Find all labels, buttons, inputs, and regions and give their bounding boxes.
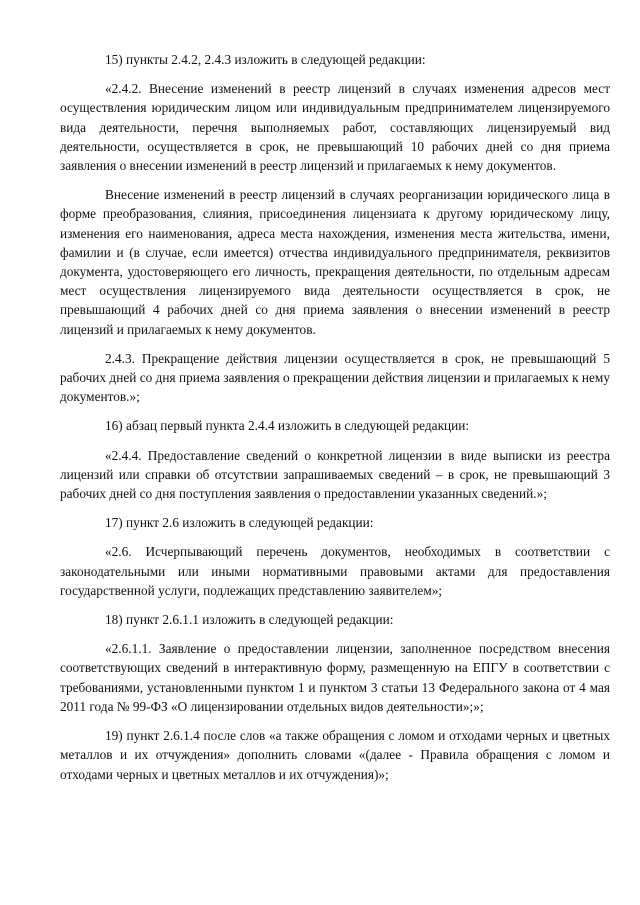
amendment-item-18: 18) пункт 2.6.1.1 изложить в следующей редакции: bbox=[105, 612, 394, 628]
clause-2-4-3: 2.4.3. Прекращение действия лицензии осуществляется в срок, не превышающий 5 рабочих дней со дня приема заявления о прекращении действия лицензии и прилагаемых к нему документов.»; bbox=[60, 350, 610, 405]
amendment-item-19: 19) пункт 2.6.1.4 после слов «а также обращения с ломом и отходами черных и цветных металлов и их отчуждения» дополнить словами «(далее - Правила обращения с ломом и отходами черных и цветных металлов и их отчуждения)»; bbox=[60, 728, 610, 782]
clause-2-6: «2.6. Исчерпывающий перечень документов, необходимых в соответствии с законодательными или иными нормативными правовыми актами для предоставления государственной услуги, подлежащих представлению заявителем»; bbox=[60, 544, 610, 598]
clause-2-4-2: «2.4.2. Внесение изменений в реестр лицензий в случаях изменения адресов мест осуществления юридическим лицом или индивидуальным предпринимателем лицензируемого вида деятельности, перечня выполняемых работ, составляющих лицензируемый вид деятельности, осуществляется в срок, не превышающий 10 рабочих дней со дня приема заявления о внесении изменений в реестр лицензий и прилагаемых к нему документов. bbox=[60, 81, 610, 174]
amendment-item-16: 16) абзац первый пункта 2.4.4 изложить в следующей редакции: bbox=[105, 418, 470, 434]
amendment-item-17: 17) пункт 2.6 изложить в следующей редакции: bbox=[105, 515, 374, 531]
clause-2-4-4: «2.4.4. Предоставление сведений о конкретной лицензии в виде выписки из реестра лицензий или справки об отсутствии запрашиваемых сведений – в срок, не превышающий 3 рабочих дней со дня поступления заявления о предоставлении указанных сведений.»; bbox=[60, 447, 610, 502]
amendment-item-15: 15) пункты 2.4.2, 2.4.3 изложить в следующей редакции: bbox=[105, 52, 426, 67]
clause-2-6-1-1: «2.6.1.1. Заявление о предоставлении лицензии, заполненное посредством внесения соответствующих сведений в интерактивную форму, размещенную на ЕПГУ в соответствии с требованиями, установленными пунктом 1 и пунктом 3 статьи 13 Федерального закона от 4 мая 2011 года № 99-ФЗ «О лицензировании отдельных видов деятельности»;»; bbox=[60, 641, 610, 714]
clause-2-4-2-second-paragraph: Внесение изменений в реестр лицензий в случаях реорганизации юридического лица в форме преобразования, слияния, присоединения лицензиата к другому юридическому лицу, изменения его наименования, адреса места нахождения, изменения места жительства, имени, фамилии и (в случае, если имеется) отчества индивидуального предпринимателя, реквизитов документа, удостоверяющего его личность, прекращения деятельности, по отдельным адресам мест осуществления лицензируемого вида деятельности осуществляется в срок, не превышающий 4 рабочих дней со дня приема заявления о внесении изменений в реестр лицензий и прилагаемых к нему документов. bbox=[60, 187, 610, 337]
document-page bbox=[60, 50, 610, 794]
